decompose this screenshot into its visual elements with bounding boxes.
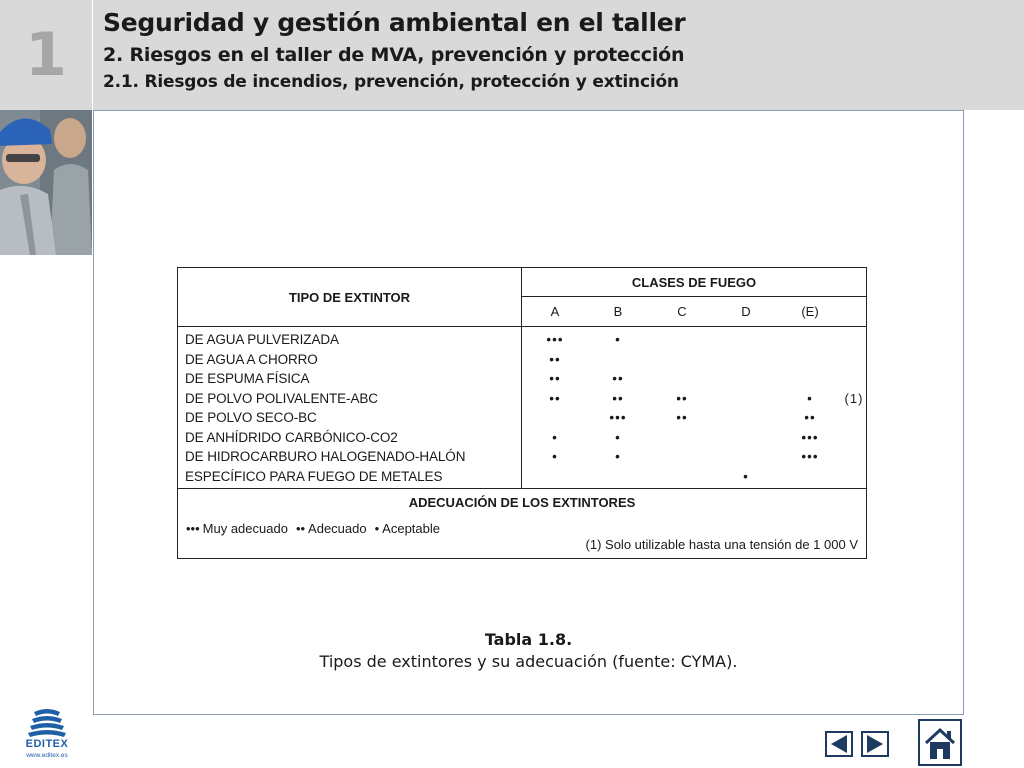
legend-label: Muy adecuado bbox=[202, 521, 288, 536]
class-label-3: C bbox=[677, 304, 687, 319]
legend-cell bbox=[178, 489, 867, 559]
footer-note: (1) Solo utilizable hasta una tensión de 1 000 V bbox=[585, 537, 858, 552]
col-type-header: TIPO DE EXTINTOR bbox=[178, 268, 522, 327]
col-classes-header: CLASES DE FUEGO bbox=[522, 268, 867, 297]
mark-row bbox=[522, 467, 866, 487]
editex-logo-mark bbox=[16, 708, 78, 738]
suitability-mark: • bbox=[615, 429, 621, 445]
next-button[interactable] bbox=[861, 731, 889, 757]
suitability-mark: •• bbox=[549, 390, 561, 406]
suitability-mark: ••• bbox=[546, 332, 564, 347]
legend bbox=[186, 521, 448, 536]
chapter-number-box bbox=[0, 0, 92, 110]
extinguisher-name: DE POLVO POLIVALENTE-ABC bbox=[185, 390, 378, 406]
row-note: (1) bbox=[844, 390, 864, 406]
legend-label: Aceptable bbox=[382, 521, 440, 536]
page-title: Seguridad y gestión ambiental en el taller bbox=[103, 8, 686, 37]
suitability-mark: •• bbox=[676, 390, 688, 406]
triangle-left-icon bbox=[827, 733, 851, 755]
mark-row bbox=[522, 447, 866, 467]
mark-row bbox=[522, 428, 866, 448]
page-subtitle: 2. Riesgos en el taller de MVA, prevención y protección bbox=[103, 44, 685, 66]
suitability-mark: • bbox=[615, 449, 621, 464]
suitability-mark: • bbox=[807, 390, 813, 406]
class-labels bbox=[522, 297, 866, 326]
suitability-mark: •• bbox=[549, 351, 561, 367]
suitability-mark: •• bbox=[612, 390, 624, 406]
extinguisher-name: DE HIDROCARBURO HALOGENADO-HALÓN bbox=[185, 449, 466, 464]
page-section: 2.1. Riesgos de incendios, prevención, protección y extinción bbox=[103, 72, 679, 92]
legend-symbol: •• bbox=[295, 521, 306, 536]
header-photo bbox=[0, 110, 92, 255]
extinguisher-table bbox=[177, 267, 867, 559]
suitability-mark: ••• bbox=[609, 410, 627, 425]
suitability-mark: • bbox=[552, 429, 558, 445]
header-bar bbox=[93, 0, 1024, 110]
mark-row bbox=[522, 389, 866, 409]
mark-row bbox=[522, 330, 866, 350]
caption-title: Tabla 1.8. bbox=[484, 630, 573, 649]
home-icon bbox=[920, 721, 960, 764]
legend-symbol: • bbox=[374, 521, 380, 536]
suitability-marks bbox=[522, 327, 867, 489]
content-frame bbox=[93, 110, 964, 715]
chapter-number: 1 bbox=[25, 20, 67, 90]
table-caption bbox=[94, 629, 963, 673]
logo-website: www.editex.es bbox=[26, 752, 68, 759]
class-label-4: D bbox=[741, 304, 751, 319]
extinguisher-name: DE AGUA PULVERIZADA bbox=[185, 332, 339, 347]
mark-row bbox=[522, 350, 866, 370]
extinguisher-names bbox=[178, 327, 522, 489]
legend-label: Adecuado bbox=[308, 521, 367, 536]
suitability-mark: ••• bbox=[801, 429, 819, 445]
mark-row bbox=[522, 408, 866, 428]
extinguisher-name: DE AGUA A CHORRO bbox=[185, 351, 318, 367]
caption-text: Tipos de extintores y su adecuación (fuente: CYMA). bbox=[319, 652, 738, 671]
editex-logo bbox=[16, 708, 78, 764]
suitability-mark: •• bbox=[676, 410, 688, 425]
suitability-mark: • bbox=[615, 332, 621, 347]
extinguisher-name: DE ANHÍDRIDO CARBÓNICO-CO2 bbox=[185, 429, 398, 445]
suitability-mark: • bbox=[743, 468, 749, 484]
triangle-right-icon bbox=[863, 733, 887, 755]
suitability-mark: •• bbox=[549, 371, 561, 386]
legend-title: ADECUACIÓN DE LOS EXTINTORES bbox=[408, 495, 636, 510]
class-label-2: B bbox=[613, 304, 623, 319]
suitability-mark: •• bbox=[804, 410, 816, 425]
legend-symbol: ••• bbox=[186, 521, 200, 536]
prev-button[interactable] bbox=[825, 731, 853, 757]
suitability-mark: ••• bbox=[801, 449, 819, 464]
home-button[interactable] bbox=[918, 719, 962, 766]
extinguisher-name: ESPECÍFICO PARA FUEGO DE METALES bbox=[185, 468, 443, 484]
class-labels-cell bbox=[522, 297, 867, 327]
mark-row bbox=[522, 369, 866, 389]
extinguisher-name: DE POLVO SECO-BC bbox=[185, 410, 317, 425]
suitability-mark: •• bbox=[612, 371, 624, 386]
suitability-mark: • bbox=[552, 449, 558, 464]
logo-name: EDITEX bbox=[25, 738, 69, 750]
extinguisher-name: DE ESPUMA FÍSICA bbox=[185, 371, 310, 386]
class-label-1: A bbox=[550, 304, 560, 319]
class-label-5: (E) bbox=[801, 304, 819, 319]
